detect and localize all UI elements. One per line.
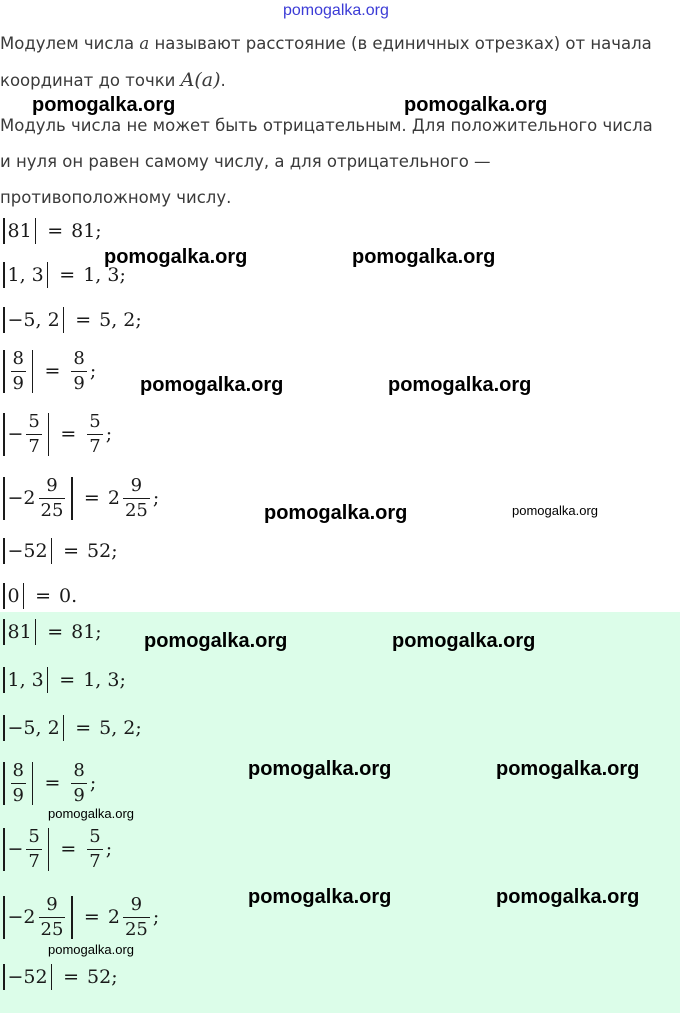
variable-a: a bbox=[139, 34, 150, 53]
equals-sign: = bbox=[47, 621, 64, 643]
fraction-numerator: 9 bbox=[130, 474, 143, 496]
equals-sign: = bbox=[63, 540, 80, 562]
watermark-text: pomogalka.org bbox=[264, 502, 408, 524]
abs-bar bbox=[3, 583, 5, 609]
abs-bar bbox=[3, 477, 5, 520]
abs-bar bbox=[48, 828, 50, 871]
equals-sign: = bbox=[35, 585, 52, 607]
watermark-text: pomogalka.org bbox=[32, 94, 176, 116]
example-row bbox=[0, 218, 102, 244]
abs-bar bbox=[47, 262, 49, 288]
row-end: ; bbox=[95, 220, 102, 242]
watermark-text: pomogalka.org bbox=[104, 246, 248, 268]
abs-result: 5, 2 bbox=[99, 717, 136, 739]
answer-row bbox=[0, 619, 102, 645]
example-row bbox=[0, 345, 96, 397]
watermark-text: pomogalka.org bbox=[388, 374, 532, 396]
row-end: ; bbox=[152, 487, 160, 509]
abs-bar bbox=[63, 715, 65, 741]
abs-bar bbox=[71, 896, 73, 939]
fraction-numerator: 8 bbox=[12, 347, 24, 369]
fraction bbox=[11, 759, 26, 806]
row-end: ; bbox=[135, 717, 142, 739]
abs-bar bbox=[35, 218, 37, 244]
equals-sign: = bbox=[60, 423, 77, 445]
watermark-text: pomogalka.org bbox=[352, 246, 496, 268]
abs-bar bbox=[51, 964, 53, 990]
mixed-whole: −2 bbox=[7, 906, 36, 928]
abs-bar bbox=[3, 538, 5, 564]
watermark-text: pomogalka.org bbox=[248, 886, 392, 908]
abs-bar bbox=[3, 619, 5, 645]
fraction-denominator: 25 bbox=[124, 918, 148, 940]
example-row bbox=[0, 583, 77, 609]
fraction-numerator: 5 bbox=[89, 410, 101, 432]
fraction-numerator: 9 bbox=[46, 893, 58, 915]
fraction-denominator: 9 bbox=[73, 372, 85, 394]
fraction-denominator: 7 bbox=[28, 435, 40, 457]
fraction-denominator: 7 bbox=[89, 850, 101, 872]
watermark-text: pomogalka.org bbox=[140, 374, 284, 396]
abs-inside: 1, 3 bbox=[7, 669, 44, 691]
fraction-denominator: 25 bbox=[40, 499, 64, 521]
equals-sign: = bbox=[75, 717, 92, 739]
row-end: ; bbox=[119, 264, 126, 286]
point-a: A(a) bbox=[180, 69, 221, 91]
example-row bbox=[0, 470, 159, 526]
fraction-numerator: 9 bbox=[130, 893, 143, 915]
abs-bar bbox=[3, 350, 5, 393]
fraction-numerator: 9 bbox=[46, 474, 58, 496]
equals-sign: = bbox=[44, 360, 61, 382]
abs-result: 1, 3 bbox=[83, 264, 120, 286]
fraction bbox=[26, 410, 41, 457]
answer-row bbox=[0, 715, 142, 741]
fraction-denominator: 7 bbox=[89, 435, 101, 457]
row-end: ; bbox=[89, 360, 97, 382]
abs-result: 81 bbox=[71, 220, 96, 242]
watermark-text: pomogalka.org bbox=[512, 503, 598, 518]
abs-inside: 1, 3 bbox=[7, 264, 44, 286]
row-end: ; bbox=[105, 423, 113, 445]
abs-bar bbox=[3, 413, 5, 456]
definition-text-middle: называют расстояние (в единичных отрезках) от начала координат до точки bbox=[0, 34, 652, 90]
answer-row bbox=[0, 964, 118, 990]
fraction bbox=[11, 347, 26, 394]
row-end: ; bbox=[111, 966, 118, 988]
fraction-denominator: 7 bbox=[28, 850, 40, 872]
abs-bar bbox=[3, 307, 5, 333]
fraction bbox=[26, 825, 41, 872]
row-end: . bbox=[71, 585, 78, 607]
row-end: ; bbox=[105, 838, 113, 860]
watermark-text: pomogalka.org bbox=[248, 758, 392, 780]
definition-paragraph bbox=[0, 26, 660, 99]
equals-sign: = bbox=[59, 669, 76, 691]
equals-sign: = bbox=[83, 487, 100, 509]
abs-bar bbox=[3, 964, 5, 990]
watermark-text: pomogalka.org bbox=[144, 630, 288, 652]
watermark-text: pomogalka.org bbox=[283, 2, 389, 19]
answer-row bbox=[0, 822, 112, 876]
row-end: ; bbox=[95, 621, 102, 643]
watermark-text: pomogalka.org bbox=[48, 806, 134, 821]
equals-sign: = bbox=[47, 220, 64, 242]
mixed-whole: 2 bbox=[107, 906, 120, 928]
abs-inside: 0 bbox=[7, 585, 20, 607]
example-row bbox=[0, 538, 118, 564]
fraction bbox=[39, 893, 66, 940]
example-row bbox=[0, 307, 142, 333]
watermark-text: pomogalka.org bbox=[392, 630, 536, 652]
fraction-numerator: 8 bbox=[12, 759, 24, 781]
fraction-denominator: 9 bbox=[73, 784, 85, 806]
abs-bar bbox=[3, 715, 5, 741]
fraction-numerator: 5 bbox=[28, 825, 40, 847]
fraction bbox=[71, 759, 86, 806]
abs-inside: 81 bbox=[7, 621, 32, 643]
abs-result: 0 bbox=[59, 585, 72, 607]
abs-inside: 81 bbox=[7, 220, 32, 242]
abs-bar bbox=[47, 667, 49, 693]
abs-inside: −52 bbox=[7, 966, 48, 988]
fraction bbox=[123, 474, 150, 521]
fraction-numerator: 5 bbox=[89, 825, 101, 847]
abs-bar bbox=[71, 477, 73, 520]
abs-result: 5, 2 bbox=[99, 309, 136, 331]
fraction-denominator: 25 bbox=[40, 918, 64, 940]
watermark-text: pomogalka.org bbox=[48, 942, 134, 957]
watermark-text: pomogalka.org bbox=[404, 94, 548, 116]
watermark-text: pomogalka.org bbox=[496, 886, 640, 908]
equals-sign: = bbox=[44, 772, 61, 794]
abs-bar bbox=[3, 262, 5, 288]
fraction-numerator: 8 bbox=[73, 347, 85, 369]
answer-row bbox=[0, 667, 126, 693]
mixed-whole: −2 bbox=[7, 487, 36, 509]
definition-text-start: Модулем числа bbox=[0, 34, 135, 53]
fraction-denominator: 9 bbox=[12, 784, 24, 806]
mixed-whole: 2 bbox=[107, 487, 120, 509]
answer-row bbox=[0, 756, 96, 810]
abs-result: 1, 3 bbox=[83, 669, 120, 691]
definition-period: . bbox=[220, 71, 226, 90]
fraction bbox=[123, 893, 150, 940]
answer-row bbox=[0, 888, 159, 946]
equals-sign: = bbox=[59, 264, 76, 286]
abs-bar bbox=[63, 307, 65, 333]
abs-bar bbox=[48, 413, 50, 456]
fraction-denominator: 25 bbox=[124, 499, 148, 521]
abs-bar bbox=[32, 762, 34, 805]
fraction-numerator: 8 bbox=[73, 759, 85, 781]
abs-result: 52 bbox=[87, 540, 112, 562]
abs-bar bbox=[3, 762, 5, 805]
row-end: ; bbox=[89, 772, 97, 794]
row-end: ; bbox=[119, 669, 126, 691]
equals-sign: = bbox=[60, 838, 77, 860]
abs-bar bbox=[3, 667, 5, 693]
fraction-denominator: 9 bbox=[12, 372, 24, 394]
abs-inside: −52 bbox=[7, 540, 48, 562]
abs-bar bbox=[3, 218, 5, 244]
abs-result: 81 bbox=[71, 621, 96, 643]
minus-sign: − bbox=[7, 423, 24, 445]
abs-bar bbox=[32, 350, 34, 393]
abs-bar bbox=[51, 538, 53, 564]
minus-sign: − bbox=[7, 838, 24, 860]
abs-bar bbox=[3, 896, 5, 939]
fraction-numerator: 5 bbox=[28, 410, 40, 432]
watermark-text: pomogalka.org bbox=[496, 758, 640, 780]
equals-sign: = bbox=[83, 906, 100, 928]
row-end: ; bbox=[152, 906, 160, 928]
equals-sign: = bbox=[63, 966, 80, 988]
abs-inside: −5, 2 bbox=[7, 309, 60, 331]
abs-result: 52 bbox=[87, 966, 112, 988]
fraction bbox=[87, 825, 102, 872]
fraction bbox=[87, 410, 102, 457]
abs-bar bbox=[3, 828, 5, 871]
example-row bbox=[0, 408, 112, 460]
abs-bar bbox=[23, 583, 25, 609]
fraction bbox=[71, 347, 86, 394]
row-end: ; bbox=[111, 540, 118, 562]
abs-inside: −5, 2 bbox=[7, 717, 60, 739]
equals-sign: = bbox=[75, 309, 92, 331]
row-end: ; bbox=[135, 309, 142, 331]
fraction bbox=[39, 474, 66, 521]
rule-paragraph: Модуль числа не может быть отрицательным. Для положительного числа и нуля он равен самому числу, а для отрицательного — противоположному числу. bbox=[0, 116, 653, 207]
abs-bar bbox=[35, 619, 37, 645]
